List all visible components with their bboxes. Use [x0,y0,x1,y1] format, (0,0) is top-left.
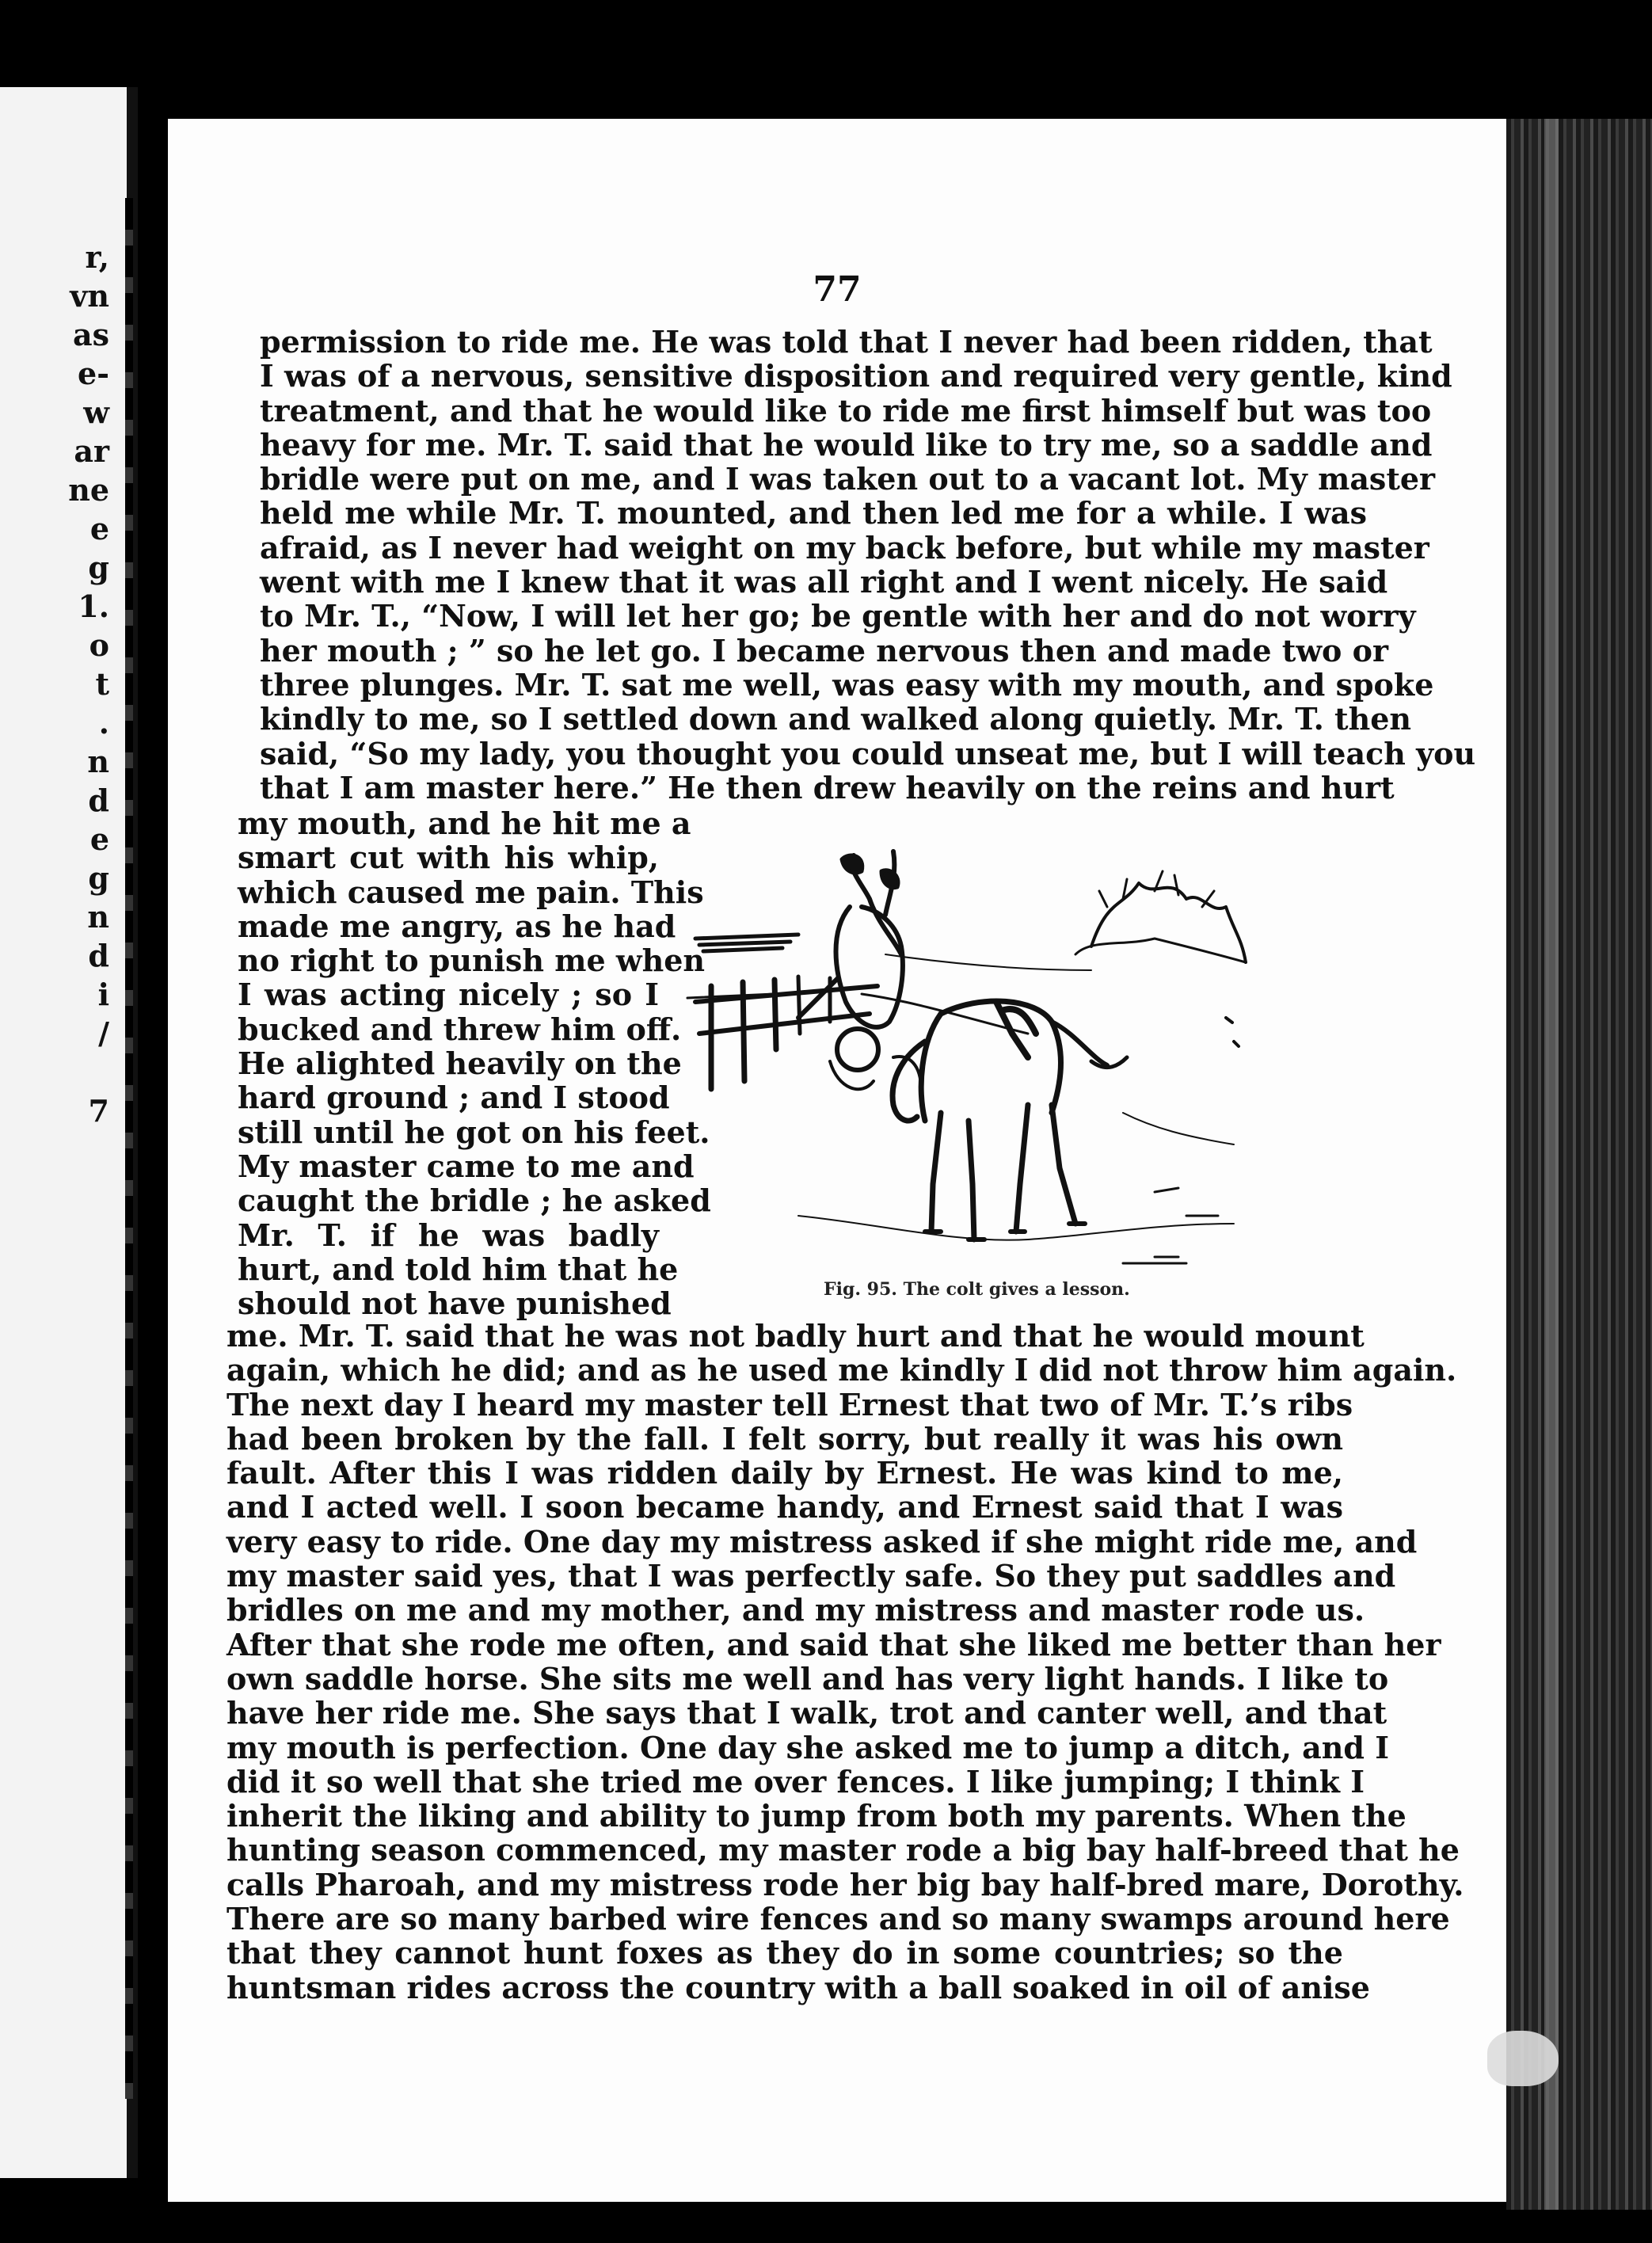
text-line: no right to punish me when [238,943,706,979]
text-line: permission to ride me. He was told that I never had been ridden, that [260,324,1433,360]
text-line: did it so well that she tried me over fences. I like jumping; I think I [226,1763,1365,1799]
left-page-fragment [0,1169,109,1208]
left-page-fragment: g [88,550,109,585]
text-line: The next day I heard my master tell Ernest that two of Mr. T.’s ribs [226,1386,1353,1422]
text-line: three plunges. Mr. T. sat me well, was easy with my mouth, and spoke [260,666,1434,703]
text-line: should not have punished [238,1285,672,1322]
left-page-fragment: d [88,783,109,818]
text-line: to Mr. T., “Now, I will let her go; be gentle with her and do not worry [260,598,1416,634]
left-page-fragment: n [87,899,109,935]
text-line: had been broken by the fall. I felt sorry, but really it was his own [226,1420,1343,1457]
text-line: and I acted well. I soon became handy, and Ernest said that I was [226,1489,1343,1525]
text-line: that I am master here.” He then drew heavily on the reins and hurt [260,769,1395,805]
left-page-fragment: ne [68,472,109,508]
text-line: said, “So my lady, you thought you could unseat me, but I will teach you [260,735,1476,771]
text-line: kindly to me, so I settled down and walked along quietly. Mr. T. then [260,701,1412,737]
text-line: treatment, and that he would like to ride me first himself but was too [260,392,1432,428]
text-line: which caused me pain. This [238,874,704,910]
text-line: After that she rode me often, and said that she liked me better than her [226,1626,1441,1662]
text-line: heavy for me. Mr. T. said that he would like to try me, so a saddle and [260,426,1433,463]
text-line: afraid, as I never had weight on my back before, but while my master [260,529,1429,566]
left-page-fragment: i [97,977,109,1012]
text-line: still until he got on his feet. [238,1114,710,1150]
left-page-fragment: g [88,860,109,896]
figure-illustration [679,851,1266,1279]
text-block-top [260,324,1476,805]
left-page-fragment: as [72,317,109,352]
text-line: bridles on me and my mother, and my mistress and master rode us. [226,1592,1365,1628]
text-line: her mouth ; ” so he let go. I became nervous then and made two or [260,632,1388,668]
page-number: 77 [813,269,862,310]
binding-gutter [125,198,133,2099]
book-edge-highlight [1544,119,1559,2210]
text-line: my mouth, and he hit me a [238,805,691,841]
left-page-fragment: n [87,744,109,779]
text-line: held me while Mr. T. mounted, and then led me for a while. I was [260,495,1367,531]
left-page-fragment: w [83,394,109,430]
text-line: calls Pharoah, and my mistress rode her big bay half-bred mare, Dorothy. [226,1866,1464,1902]
text-block-beside-figure [238,805,711,1322]
text-line: fault. After this I was ridden daily by Ernest. He was kind to me, [226,1455,1343,1491]
left-page-fragment [0,1130,109,1169]
left-page-fragment: t [95,666,109,702]
left-page-fragment: e [89,821,109,857]
text-line: made me angry, as he had [238,908,676,944]
text-line: I was of a nervous, sensitive disposition and required very gentle, kind [260,358,1452,394]
left-page-fragment [0,1053,109,1091]
left-page-fragment: e- [78,356,109,391]
text-line: He alighted heavily on the [238,1045,682,1082]
left-page-fragment: d [88,938,109,973]
text-line: hunting season commenced, my master rode a big bay half-breed that he [226,1832,1460,1868]
text-line: my master said yes, that I was perfectly safe. So they put saddles and [226,1558,1396,1594]
text-block-bottom [226,1318,1464,2005]
text-line: own saddle horse. She sits me well and has very light hands. I like to [226,1660,1389,1697]
text-line: went with me I knew that it was all right and I went nicely. He said [260,564,1388,600]
left-page-fragment: 7 [88,1093,109,1129]
left-page-fragment: 1. [78,588,109,624]
left-page-fragment: / [98,1015,109,1051]
figure-caption: Fig. 95. The colt gives a lesson. [824,1279,1130,1300]
text-line: I was acting nicely ; so I [238,977,659,1013]
page-corner-mark [1487,2031,1559,2086]
text-line: There are so many barbed wire fences and so many swamps around here [226,1901,1450,1937]
text-line: caught the bridle ; he asked [238,1182,711,1219]
text-line: huntsman rides across the country with a ball soaked in oil of anise [226,1969,1370,2005]
left-page-fragment: e [89,511,109,546]
left-page-fragments [0,238,136,1208]
text-line: My master came to me and [238,1148,695,1184]
left-page-fragment: r, [85,239,109,275]
text-line: bridle were put on me, and I was taken out to a vacant lot. My master [260,461,1436,497]
left-page-fragment: vn [70,278,109,314]
left-page-fragment: ar [74,433,109,469]
book-edge [1506,119,1652,2210]
text-line: have her ride me. She says that I walk, trot and canter well, and that [226,1695,1387,1731]
text-line: my mouth is perfection. One day she asked me to jump a ditch, and I [226,1729,1389,1765]
left-page-fragment: o [89,627,109,663]
text-line: inherit the liking and ability to jump from both my parents. When the [226,1798,1406,1834]
text-line: me. Mr. T. said that he was not badly hurt and that he would mount [226,1318,1365,1354]
text-line: smart cut with his whip, [238,840,659,876]
text-line: Mr. T. if he was badly [238,1217,659,1253]
text-line: that they cannot hunt foxes as they do in some countries; so the [226,1935,1343,1971]
left-page-fragment: . [98,705,109,741]
text-line: again, which he did; and as he used me kindly I did not throw him again. [226,1352,1457,1388]
text-line: bucked and threw him off. [238,1011,682,1047]
text-line: very easy to ride. One day my mistress asked if she might ride me, and [226,1523,1418,1559]
text-line: hard ground ; and I stood [238,1080,670,1116]
text-line: hurt, and told him that he [238,1251,679,1287]
